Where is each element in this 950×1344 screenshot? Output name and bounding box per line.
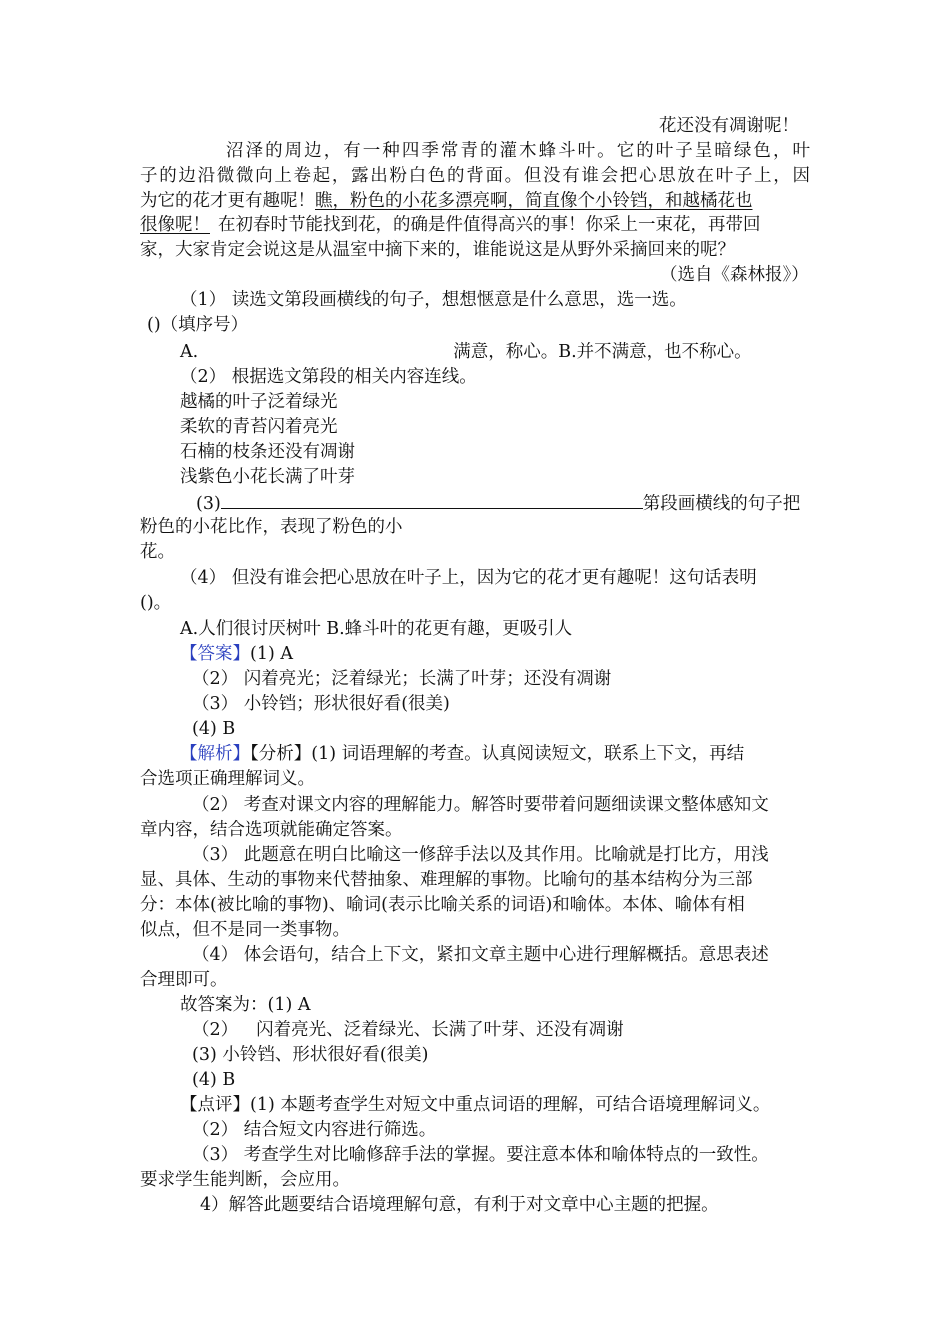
question-1-fill: ()（填序号）: [147, 315, 249, 335]
source-citation: （选自《森林报》）: [660, 265, 809, 285]
question-3-text: 第段画横线的句子把: [642, 494, 801, 514]
answer-blank: [221, 490, 643, 509]
match-item: 浅紫色小花长满了叶芽: [180, 467, 355, 487]
passage-text: 为它的花才更有趣呢！: [140, 191, 315, 211]
question-3-line: 粉色的小花比作，表现了粉色的小: [140, 517, 403, 537]
question-3-number: (3): [196, 494, 221, 514]
question-1-options: [180, 340, 752, 364]
analysis-line: （4） 体会语句，结合上下文，紧扣文章主题中心进行理解概括。意思表述: [192, 945, 769, 965]
passage-text: 在初春时节能找到花，的确是件值得高兴的事！你采上一束花，再带回: [218, 215, 761, 235]
analysis-line: [180, 742, 744, 766]
option-b-text: B.并不满意，也不称心。: [558, 342, 752, 362]
answer-line: （3） 小铃铛；形状很好看(很美): [192, 694, 450, 714]
comment-line: （2） 结合短文内容进行筛选。: [192, 1120, 437, 1140]
summary-line: [192, 1018, 624, 1042]
summary-line: (4) B: [192, 1070, 236, 1090]
question-2: （2） 根据选文第段的相关内容连线。: [180, 367, 477, 387]
answer-tag: 【答案】: [180, 644, 250, 664]
question-4: （4） 但没有谁会把心思放在叶子上，因为它的花才更有趣呢！这句话表明: [180, 568, 757, 588]
passage-line: [140, 139, 810, 163]
comment-line: 要求学生能判断，会应用。: [140, 1170, 350, 1190]
question-4-fill: ()。: [140, 593, 172, 613]
passage-line: 花还没有凋谢呢！: [659, 116, 799, 136]
question-1: （1） 读选文第段画横线的句子，想想惬意是什么意思，选一选。: [180, 290, 687, 310]
option-a-label: A.: [180, 342, 199, 362]
match-item: 石楠的枝条还没有凋谢: [180, 442, 355, 462]
answer-line: (4) B: [192, 719, 236, 739]
analysis-line: 合理即可。: [140, 970, 228, 990]
question-3-line: 花。: [140, 542, 175, 562]
analysis-line: （2） 考查对课文内容的理解能力。解答时要带着问题细读课文整体感知文: [192, 795, 769, 815]
match-item: 柔软的青苔闪着亮光: [180, 417, 338, 437]
analysis-line: 似点，但不是同一类事物。: [140, 920, 350, 940]
passage-line: 家，大家肯定会说这是从温室中摘下来的，谁能说这是从野外采摘回来的呢？: [140, 240, 735, 260]
analysis-line: 分：本体(被比喻的事物)、喻词(表示比喻关系的词语)和喻体。本体、喻体有相: [140, 895, 745, 915]
answer-text: (1) A: [250, 644, 293, 664]
passage-text: 沼泽的周边，有一种四季常青的灌木蜂斗叶。它的叶子呈暗绿色，叶: [224, 141, 810, 161]
option-a-text: 满意，称心。: [453, 342, 559, 362]
summary-number: （2）: [192, 1020, 239, 1040]
summary-text: 闪着亮光、泛着绿光、长满了叶芽、还没有凋谢: [256, 1020, 624, 1040]
answer-line: [180, 642, 293, 666]
underlined-sentence: 很像呢！: [140, 215, 210, 235]
question-3: [196, 490, 800, 516]
summary-line: 故答案为：(1) A: [180, 995, 311, 1015]
analysis-text: 【分析】(1) 词语理解的考查。认真阅读短文，联系上下文，再结: [250, 744, 745, 764]
summary-line: (3) 小铃铛、形状很好看(很美): [192, 1045, 429, 1065]
answer-line: （2） 闪着亮光；泛着绿光；长满了叶芽；还没有凋谢: [192, 669, 612, 689]
match-item: 越橘的叶子泛着绿光: [180, 392, 338, 412]
comment-line: 4）解答此题要结合语境理解句意，有利于对文章中心主题的把握。: [200, 1195, 719, 1215]
passage-line: 子的边沿微微向上卷起，露出粉白色的背面。但没有谁会把心思放在叶子上，因: [140, 166, 810, 186]
underlined-sentence: 瞧，粉色的小花多漂亮啊，简直像个小铃铛，和越橘花也: [315, 191, 753, 211]
analysis-line: 合选项正确理解词义。: [140, 769, 315, 789]
analysis-tag: 【解析】: [180, 744, 250, 764]
analysis-line: （3） 此题意在明白比喻这一修辞手法以及其作用。比喻就是打比方，用浅: [192, 845, 769, 865]
passage-line: [140, 189, 753, 213]
analysis-line: 章内容，结合选项就能确定答案。: [140, 820, 403, 840]
comment-line: （3） 考查学生对比喻修辞手法的掌握。要注意本体和喻体特点的一致性。: [192, 1145, 769, 1165]
comment-line: 【点评】(1) 本题考查学生对短文中重点词语的理解，可结合语境理解词义。: [180, 1095, 771, 1115]
question-4-options: A.人们很讨厌树叶 B.蜂斗叶的花更有趣，更吸引人: [180, 619, 573, 639]
analysis-line: 显、具体、生动的事物来代替抽象、难理解的事物。比喻句的基本结构分为三部: [140, 870, 753, 890]
passage-line: [140, 213, 761, 237]
